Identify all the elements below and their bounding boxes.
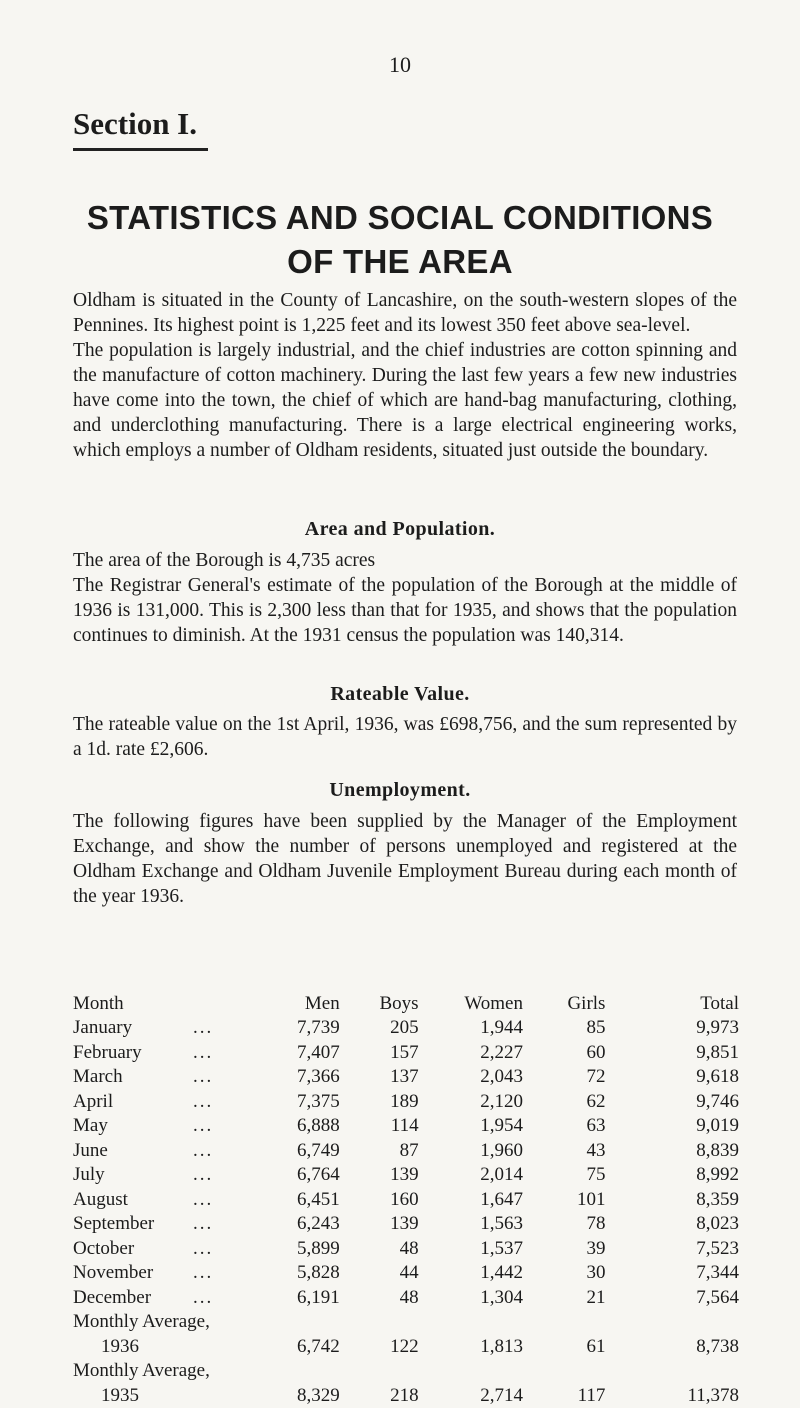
leader-dots: ... bbox=[193, 1189, 213, 1211]
total-cell: 9,851 bbox=[605, 1041, 739, 1066]
month-cell bbox=[73, 1090, 281, 1115]
boys-cell: 48 bbox=[340, 1286, 419, 1311]
intro-paragraph-2: The population is largely industrial, and the chief industries are cotton spinning and the manufacture of cotton machinery. During the last few years a few new industries have come into the town, the chief of which are hand-bag manufacturing, clothing, and underclothing manufacturing. There is a large electrical engineering works, which employs a number of Oldham residents, situated just outside the boundary. bbox=[73, 338, 737, 463]
women-cell: 1,813 bbox=[419, 1335, 523, 1360]
total-cell: 7,344 bbox=[605, 1261, 739, 1286]
women-cell: 2,714 bbox=[419, 1384, 523, 1408]
total-cell: 9,618 bbox=[605, 1065, 739, 1090]
leader-dots: ... bbox=[193, 1213, 213, 1235]
area-paragraph: The area of the Borough is 4,735 acres bbox=[73, 548, 737, 573]
unemployment-text bbox=[73, 809, 737, 909]
leader-dots: ... bbox=[193, 1238, 213, 1260]
girls-cell: 85 bbox=[523, 1016, 605, 1041]
month-cell bbox=[73, 1163, 281, 1188]
table-row bbox=[73, 1090, 739, 1115]
col-header-men: Men bbox=[281, 991, 340, 1016]
men-cell: 6,191 bbox=[281, 1286, 340, 1311]
women-cell: 1,944 bbox=[419, 1016, 523, 1041]
table-row bbox=[73, 1237, 739, 1262]
average-label: Monthly Average, bbox=[73, 1359, 739, 1384]
table-row bbox=[73, 1261, 739, 1286]
women-cell: 1,442 bbox=[419, 1261, 523, 1286]
intro-text bbox=[73, 288, 737, 463]
women-cell: 1,647 bbox=[419, 1188, 523, 1213]
leader-dots: ... bbox=[193, 1262, 213, 1284]
month-cell bbox=[73, 1041, 281, 1066]
month-name: June bbox=[73, 1140, 108, 1161]
girls-cell: 43 bbox=[523, 1139, 605, 1164]
girls-cell: 30 bbox=[523, 1261, 605, 1286]
average-row bbox=[73, 1335, 739, 1360]
men-cell: 7,739 bbox=[281, 1016, 340, 1041]
leader-dots: ... bbox=[193, 1042, 213, 1064]
girls-cell: 60 bbox=[523, 1041, 605, 1066]
month-name: August bbox=[73, 1189, 128, 1210]
men-cell: 6,742 bbox=[281, 1335, 340, 1360]
table-row bbox=[73, 1114, 739, 1139]
boys-cell: 87 bbox=[340, 1139, 419, 1164]
girls-cell: 61 bbox=[523, 1335, 605, 1360]
month-cell bbox=[73, 1212, 281, 1237]
girls-cell: 21 bbox=[523, 1286, 605, 1311]
unemployment-table bbox=[73, 991, 739, 1408]
women-cell: 2,120 bbox=[419, 1090, 523, 1115]
men-cell: 6,243 bbox=[281, 1212, 340, 1237]
total-cell: 9,746 bbox=[605, 1090, 739, 1115]
heading-rateable-value: Rateable Value. bbox=[0, 683, 800, 706]
table-row bbox=[73, 1188, 739, 1213]
month-cell bbox=[73, 1139, 281, 1164]
leader-dots: ... bbox=[193, 1164, 213, 1186]
month-name: May bbox=[73, 1115, 108, 1136]
men-cell: 6,888 bbox=[281, 1114, 340, 1139]
girls-cell: 117 bbox=[523, 1384, 605, 1408]
men-cell: 5,828 bbox=[281, 1261, 340, 1286]
girls-cell: 39 bbox=[523, 1237, 605, 1262]
girls-cell: 63 bbox=[523, 1114, 605, 1139]
boys-cell: 139 bbox=[340, 1163, 419, 1188]
boys-cell: 139 bbox=[340, 1212, 419, 1237]
total-cell: 9,019 bbox=[605, 1114, 739, 1139]
col-header-girls: Girls bbox=[523, 991, 605, 1016]
month-name: October bbox=[73, 1238, 134, 1259]
month-name: December bbox=[73, 1287, 151, 1308]
month-name: September bbox=[73, 1213, 154, 1234]
month-cell bbox=[73, 1286, 281, 1311]
month-name: March bbox=[73, 1066, 123, 1087]
boys-cell: 218 bbox=[340, 1384, 419, 1408]
boys-cell: 137 bbox=[340, 1065, 419, 1090]
total-cell: 8,738 bbox=[605, 1335, 739, 1360]
total-cell: 11,378 bbox=[605, 1384, 739, 1408]
men-cell: 7,375 bbox=[281, 1090, 340, 1115]
total-cell: 8,023 bbox=[605, 1212, 739, 1237]
table-row bbox=[73, 1212, 739, 1237]
men-cell: 7,407 bbox=[281, 1041, 340, 1066]
population-paragraph: The Registrar General's estimate of the population of the Borough at the middle of 1936 is 131,000. This is 2,300 less than that for 1935, and shows that the population continues to diminish. At the 1931 census the population was 140,314. bbox=[73, 573, 737, 648]
table-header-row bbox=[73, 991, 739, 1016]
girls-cell: 78 bbox=[523, 1212, 605, 1237]
month-name: November bbox=[73, 1262, 153, 1283]
unemployment-paragraph: The following figures have been supplied by the Manager of the Employment Exchange, and show the number of persons unemployed and registered at the Oldham Exchange and Oldham Juvenile Employment Bureau during each month of the year 1936. bbox=[73, 809, 737, 909]
month-cell bbox=[73, 1114, 281, 1139]
men-cell: 6,764 bbox=[281, 1163, 340, 1188]
women-cell: 1,304 bbox=[419, 1286, 523, 1311]
month-cell bbox=[73, 1065, 281, 1090]
women-cell: 1,537 bbox=[419, 1237, 523, 1262]
title-line-2: OF THE AREA bbox=[0, 240, 800, 284]
month-name: February bbox=[73, 1042, 142, 1063]
boys-cell: 48 bbox=[340, 1237, 419, 1262]
average-year: 1936 bbox=[73, 1335, 281, 1360]
total-cell: 7,523 bbox=[605, 1237, 739, 1262]
month-cell bbox=[73, 1016, 281, 1041]
average-row bbox=[73, 1384, 739, 1408]
women-cell: 1,563 bbox=[419, 1212, 523, 1237]
leader-dots: ... bbox=[193, 1115, 213, 1137]
boys-cell: 44 bbox=[340, 1261, 419, 1286]
table-row bbox=[73, 1041, 739, 1066]
intro-paragraph-1: Oldham is situated in the County of Lancashire, on the south-western slopes of the Pennines. Its highest point is 1,225 feet and its lowest 350 feet above sea-level. bbox=[73, 288, 737, 338]
total-cell: 9,973 bbox=[605, 1016, 739, 1041]
area-population-text bbox=[73, 548, 737, 648]
table-row bbox=[73, 1286, 739, 1311]
section-underline bbox=[73, 148, 208, 151]
rateable-paragraph: The rateable value on the 1st April, 1936, was £698,756, and the sum represented by a 1d. rate £2,606. bbox=[73, 712, 737, 762]
boys-cell: 122 bbox=[340, 1335, 419, 1360]
women-cell: 1,960 bbox=[419, 1139, 523, 1164]
title-line-1: STATISTICS AND SOCIAL CONDITIONS bbox=[0, 196, 800, 240]
month-cell bbox=[73, 1261, 281, 1286]
heading-area-population: Area and Population. bbox=[0, 518, 800, 541]
girls-cell: 62 bbox=[523, 1090, 605, 1115]
month-cell bbox=[73, 1188, 281, 1213]
leader-dots: ... bbox=[193, 1066, 213, 1088]
women-cell: 1,954 bbox=[419, 1114, 523, 1139]
average-label-row bbox=[73, 1310, 739, 1335]
total-cell: 7,564 bbox=[605, 1286, 739, 1311]
table-row bbox=[73, 1065, 739, 1090]
month-cell bbox=[73, 1237, 281, 1262]
women-cell: 2,227 bbox=[419, 1041, 523, 1066]
leader-dots: ... bbox=[193, 1287, 213, 1309]
men-cell: 5,899 bbox=[281, 1237, 340, 1262]
women-cell: 2,043 bbox=[419, 1065, 523, 1090]
table-row bbox=[73, 1163, 739, 1188]
leader-dots: ... bbox=[193, 1017, 213, 1039]
heading-unemployment: Unemployment. bbox=[0, 779, 800, 802]
leader-dots: ... bbox=[193, 1091, 213, 1113]
page-title bbox=[0, 196, 800, 284]
boys-cell: 114 bbox=[340, 1114, 419, 1139]
boys-cell: 205 bbox=[340, 1016, 419, 1041]
col-header-boys: Boys bbox=[340, 991, 419, 1016]
men-cell: 6,749 bbox=[281, 1139, 340, 1164]
table-row bbox=[73, 1016, 739, 1041]
col-header-month: Month bbox=[73, 991, 281, 1016]
month-name: January bbox=[73, 1017, 132, 1038]
col-header-women: Women bbox=[419, 991, 523, 1016]
month-name: April bbox=[73, 1091, 113, 1112]
girls-cell: 72 bbox=[523, 1065, 605, 1090]
average-label: Monthly Average, bbox=[73, 1310, 739, 1335]
girls-cell: 101 bbox=[523, 1188, 605, 1213]
men-cell: 6,451 bbox=[281, 1188, 340, 1213]
men-cell: 7,366 bbox=[281, 1065, 340, 1090]
total-cell: 8,359 bbox=[605, 1188, 739, 1213]
average-label-row bbox=[73, 1359, 739, 1384]
table-row bbox=[73, 1139, 739, 1164]
girls-cell: 75 bbox=[523, 1163, 605, 1188]
boys-cell: 157 bbox=[340, 1041, 419, 1066]
boys-cell: 160 bbox=[340, 1188, 419, 1213]
rateable-value-text bbox=[73, 712, 737, 762]
men-cell: 8,329 bbox=[281, 1384, 340, 1408]
average-year: 1935 bbox=[73, 1384, 281, 1408]
leader-dots: ... bbox=[193, 1140, 213, 1162]
total-cell: 8,839 bbox=[605, 1139, 739, 1164]
month-name: July bbox=[73, 1164, 105, 1185]
women-cell: 2,014 bbox=[419, 1163, 523, 1188]
col-header-total: Total bbox=[605, 991, 739, 1016]
section-label: Section I. bbox=[73, 106, 197, 142]
page-number: 10 bbox=[0, 52, 800, 78]
total-cell: 8,992 bbox=[605, 1163, 739, 1188]
boys-cell: 189 bbox=[340, 1090, 419, 1115]
